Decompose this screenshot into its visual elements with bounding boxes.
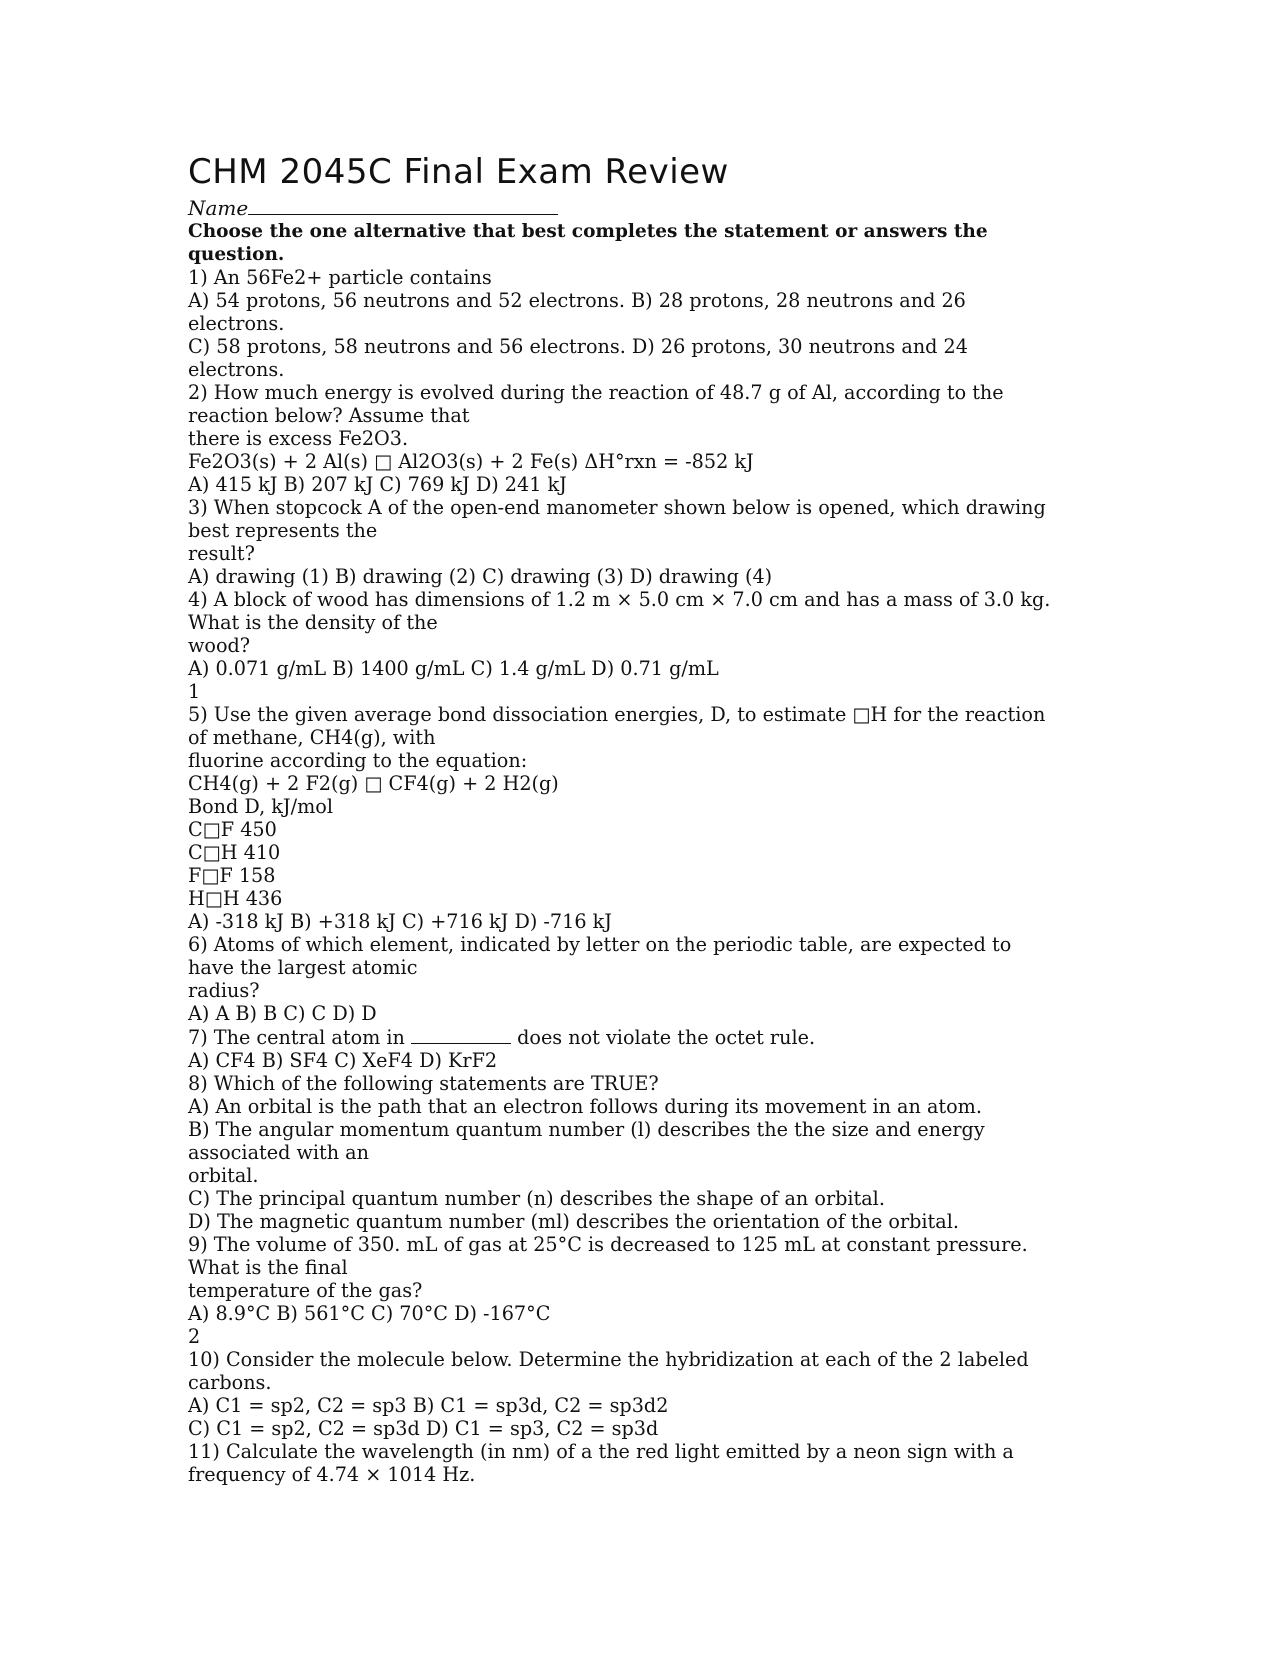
text-line: H□H 436 — [188, 887, 283, 910]
text-line: C□F 450 — [188, 818, 277, 841]
q7-prefix: 7) The central atom in — [188, 1026, 412, 1049]
q7-suffix: does not violate the octet rule. — [511, 1026, 816, 1049]
text-line: 1) An 56Fe2+ particle contains — [188, 266, 492, 289]
page-title: CHM 2045C Final Exam Review — [188, 152, 729, 192]
text-line: A) 8.9°C B) 561°C C) 70°C D) -167°C — [188, 1302, 551, 1325]
text-line: A) 54 protons, 56 neutrons and 52 electrons. B) 28 protons, 28 neutrons and 26 — [188, 289, 966, 312]
text-line: have the largest atomic — [188, 956, 418, 979]
text-line: associated with an — [188, 1141, 369, 1164]
name-field — [188, 196, 1088, 220]
text-line: A) An orbital is the path that an electron follows during its movement in an atom. — [188, 1095, 982, 1118]
text-line: 1 — [188, 680, 201, 703]
text-line: orbital. — [188, 1164, 259, 1187]
q7-blank — [411, 1025, 511, 1044]
name-label: Name — [188, 196, 249, 220]
text-line: 5) Use the given average bond dissociation energies, D, to estimate □H for the reaction — [188, 703, 1046, 726]
text-line: C) The principal quantum number (n) describes the shape of an orbital. — [188, 1187, 885, 1210]
document-page — [188, 150, 1088, 1486]
text-line: 9) The volume of 350. mL of gas at 25°C is decreased to 125 mL at constant pressure. — [188, 1233, 1028, 1256]
text-line: What is the density of the — [188, 611, 438, 634]
text-line: A) drawing (1) B) drawing (2) C) drawing (3) D) drawing (4) — [188, 565, 773, 588]
text-line: CH4(g) + 2 F2(g) □ CF4(g) + 2 H2(g) — [188, 772, 559, 795]
text-line: B) The angular momentum quantum number (l) describes the the size and energy — [188, 1118, 985, 1141]
text-line: 10) Consider the molecule below. Determine the hybridization at each of the 2 labeled — [188, 1348, 1029, 1371]
text-line: 3) When stopcock A of the open-end manometer shown below is opened, which drawing — [188, 496, 1046, 519]
text-line: radius? — [188, 979, 260, 1002]
text-line: electrons. — [188, 312, 285, 335]
text-line: D) The magnetic quantum number (ml) describes the orientation of the orbital. — [188, 1210, 959, 1233]
text-line: C) 58 protons, 58 neutrons and 56 electrons. D) 26 protons, 30 neutrons and 24 — [188, 335, 968, 358]
text-line: carbons. — [188, 1371, 272, 1394]
text-line: Bond D, kJ/mol — [188, 795, 333, 818]
text-line: wood? — [188, 634, 251, 657]
text-line: 4) A block of wood has dimensions of 1.2 m × 5.0 cm × 7.0 cm and has a mass of 3.0 kg. — [188, 588, 1051, 611]
question-block-1 — [188, 266, 1088, 1025]
text-line: fluorine according to the equation: — [188, 749, 528, 772]
text-line: 2) How much energy is evolved during the reaction of 48.7 g of Al, according to the — [188, 381, 1004, 404]
text-line: 2 — [188, 1325, 201, 1348]
text-line: A) 0.071 g/mL B) 1400 g/mL C) 1.4 g/mL D) 0.71 g/mL — [188, 657, 719, 680]
text-line: What is the final — [188, 1256, 348, 1279]
name-blank — [248, 196, 558, 215]
text-line: 8) Which of the following statements are TRUE? — [188, 1072, 659, 1095]
text-line: F□F 158 — [188, 864, 276, 887]
text-line: Fe2O3(s) + 2 Al(s) □ Al2O3(s) + 2 Fe(s) ΔH°rxn = -852 kJ — [188, 450, 754, 473]
text-line: A) 415 kJ B) 207 kJ C) 769 kJ D) 241 kJ — [188, 473, 567, 496]
question-7 — [188, 1025, 1088, 1049]
text-line: A) A B) B C) C D) D — [188, 1002, 377, 1025]
text-line: electrons. — [188, 358, 285, 381]
instructions: Choose the one alternative that best completes the statement or answers the question. — [188, 221, 988, 265]
text-line: best represents the — [188, 519, 378, 542]
text-line: 11) Calculate the wavelength (in nm) of a the red light emitted by a neon sign with a — [188, 1440, 1014, 1463]
text-line: A) CF4 B) SF4 C) XeF4 D) KrF2 — [188, 1049, 498, 1072]
text-line: C) C1 = sp2, C2 = sp3d D) C1 = sp3, C2 = sp3d — [188, 1417, 659, 1440]
text-line: C□H 410 — [188, 841, 281, 864]
text-line: A) C1 = sp2, C2 = sp3 B) C1 = sp3d, C2 = sp3d2 — [188, 1394, 669, 1417]
text-line: A) -318 kJ B) +318 kJ C) +716 kJ D) -716 kJ — [188, 910, 612, 933]
text-line: frequency of 4.74 × 1014 Hz. — [188, 1463, 476, 1486]
text-line: reaction below? Assume that — [188, 404, 470, 427]
text-line: there is excess Fe2O3. — [188, 427, 409, 450]
text-line: result? — [188, 542, 255, 565]
text-line: 6) Atoms of which element, indicated by letter on the periodic table, are expected to — [188, 933, 1012, 956]
question-block-2 — [188, 1049, 1088, 1486]
text-line: temperature of the gas? — [188, 1279, 423, 1302]
text-line: of methane, CH4(g), with — [188, 726, 436, 749]
